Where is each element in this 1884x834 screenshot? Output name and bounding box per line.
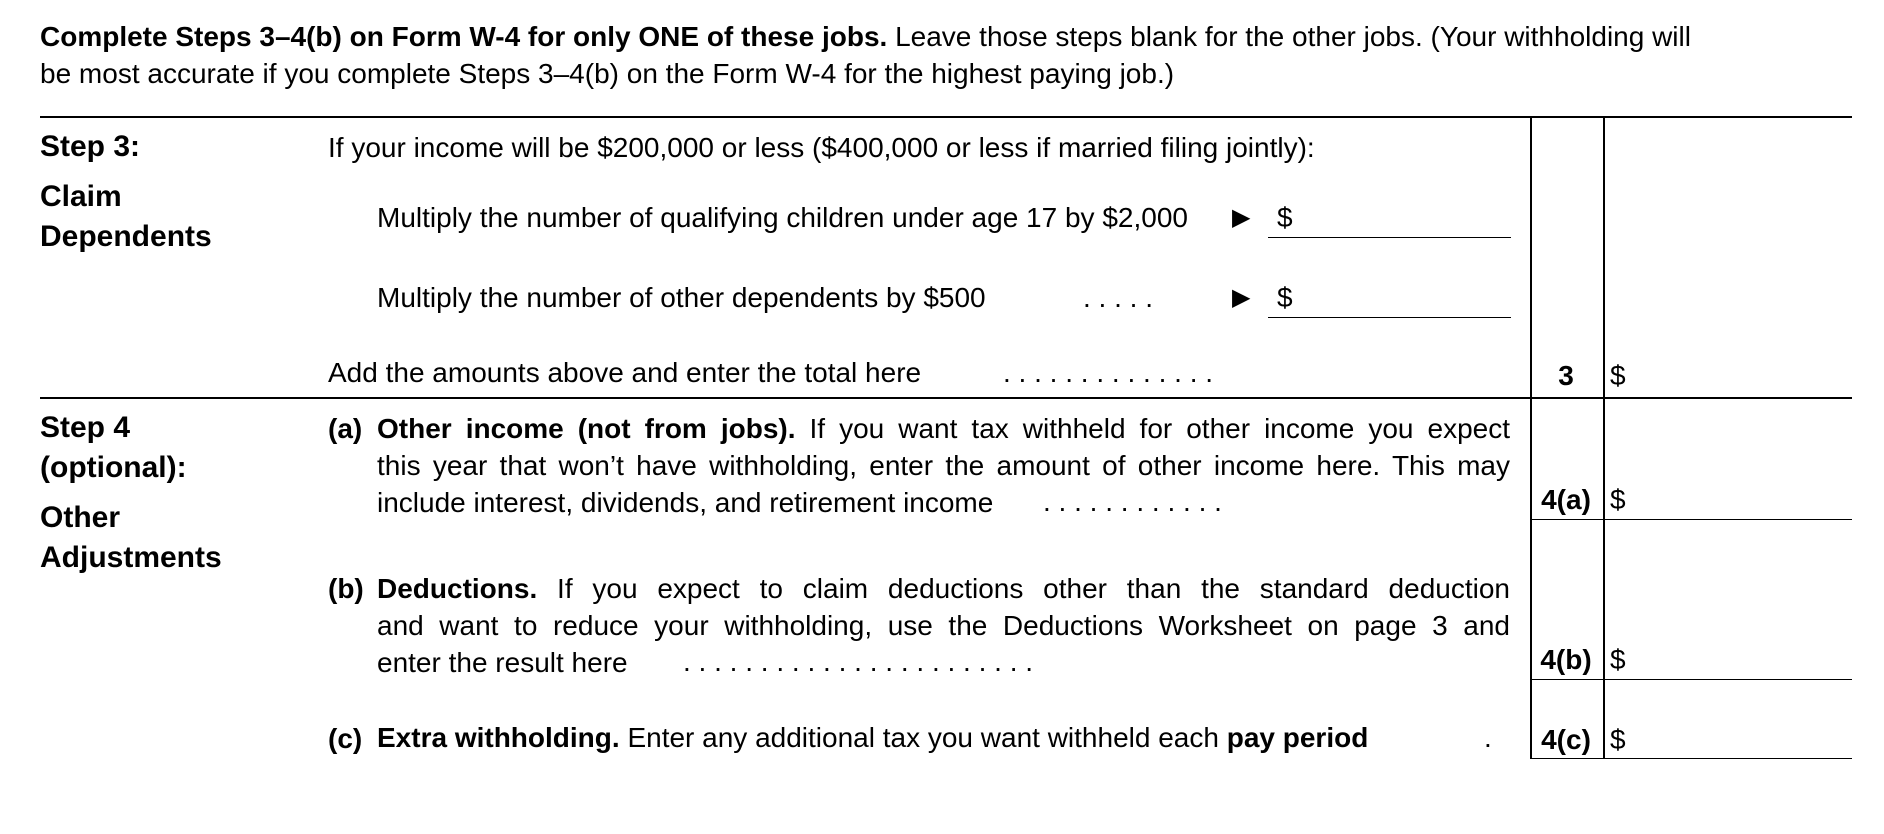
line-3-label: 3 <box>1558 360 1574 391</box>
item-4b-line-2: and want to reduce your withholding, use the Deductions Worksheet on page 3 and <box>377 610 1510 641</box>
line-4b-amount-field[interactable] <box>1630 640 1850 678</box>
item-4a-line-1 <box>377 410 1510 447</box>
step3-title-line-2: Dependents <box>40 220 212 253</box>
line-4a-currency: $ <box>1610 484 1626 515</box>
step4-title-line-1: Other <box>40 501 121 534</box>
item-4a-line-3-text: include interest, dividends, and retirement income <box>377 487 994 518</box>
children-currency: $ <box>1277 202 1293 233</box>
instructions-line-1 <box>40 18 1852 55</box>
row-4c-bottom-rule <box>1530 758 1852 759</box>
children-amount-field[interactable] <box>1268 237 1511 238</box>
instructions-line-2: be most accurate if you complete Steps 3–4(b) on the Form W-4 for the highest paying job.) <box>40 58 1175 89</box>
item-4c-pay-period: pay period <box>1226 722 1369 753</box>
step3-heading: Step 3: <box>40 130 141 163</box>
step4-heading-line-1: Step 4 <box>40 411 131 444</box>
instructions-text: Leave those steps blank for the other jobs. (Your withholding will <box>887 21 1691 52</box>
item-4a-title: Other income (not from jobs). <box>377 413 796 444</box>
step3-condition-text: If your income will be $200,000 or less ($400,000 or less if married filing jointly): <box>328 132 1315 163</box>
item-4c-leader: . <box>1484 722 1492 753</box>
top-rule <box>40 116 1852 118</box>
line-4a-label: 4(a) <box>1541 484 1591 515</box>
arrow-right-icon: ▶ <box>1232 284 1251 311</box>
line-4b-currency: $ <box>1610 644 1626 675</box>
item-4b-letter: (b) <box>328 573 364 604</box>
other-dependents-currency: $ <box>1277 282 1293 313</box>
instructions-bold: Complete Steps 3–4(b) on Form W-4 for only ONE of these jobs. <box>40 21 888 52</box>
item-4a-letter: (a) <box>328 413 363 444</box>
instructions-paragraph <box>40 18 1852 92</box>
line-3-amount-field[interactable] <box>1630 356 1850 394</box>
item-4c-letter: (c) <box>328 723 363 754</box>
line-4a-amount-field[interactable] <box>1630 480 1850 518</box>
step4-heading-line-2: (optional): <box>40 451 187 484</box>
item-4c-title: Extra withholding. <box>377 722 620 753</box>
item-4b-leader: . . . . . . . . . . . . . . . . . . . . . . . <box>683 646 1034 677</box>
arrow-right-icon: ▶ <box>1232 204 1251 231</box>
item-4a-line-2: this year that won’t have withholding, enter the amount of other income here. This may <box>377 450 1510 481</box>
item-4b-line-3-text: enter the result here <box>377 647 628 678</box>
step3-title-line-1: Claim <box>40 180 122 213</box>
item-4a-line-3 <box>377 484 1510 521</box>
row-4a-bottom-rule <box>1530 519 1852 520</box>
other-dependents-instruction: Multiply the number of other dependents by $500 <box>377 282 986 313</box>
item-4c-body: Enter any additional tax you want withheld each <box>619 722 1227 753</box>
item-4b-line-1-text: If you expect to claim deductions other than the standard deduction <box>537 573 1510 604</box>
step4-title-line-2: Adjustments <box>40 541 222 574</box>
line-4c-label: 4(c) <box>1541 724 1591 755</box>
other-dependents-amount-field[interactable] <box>1268 317 1511 318</box>
item-4a-leader: . . . . . . . . . . . . <box>1043 486 1222 517</box>
line-3-currency: $ <box>1610 360 1626 391</box>
item-4b-line-1 <box>377 570 1510 607</box>
row-4b-bottom-rule <box>1530 679 1852 680</box>
line-4c-currency: $ <box>1610 724 1626 755</box>
item-4a-line-1-text: If you want tax withheld for other income you expect <box>795 413 1511 444</box>
item-4a-text <box>377 410 1510 521</box>
line-4c-amount-field[interactable] <box>1630 720 1850 758</box>
step3-bottom-rule <box>40 397 1852 399</box>
line-4b-label: 4(b) <box>1540 644 1592 675</box>
children-instruction: Multiply the number of qualifying children under age 17 by $2,000 <box>377 202 1188 233</box>
item-4b-title: Deductions. <box>377 573 538 604</box>
other-dependents-leader: . . . . . <box>1083 282 1154 313</box>
item-4c-text <box>377 720 1368 756</box>
step3-total-leader: . . . . . . . . . . . . . . <box>1003 357 1214 388</box>
step3-total-instruction: Add the amounts above and enter the total here <box>328 357 922 388</box>
